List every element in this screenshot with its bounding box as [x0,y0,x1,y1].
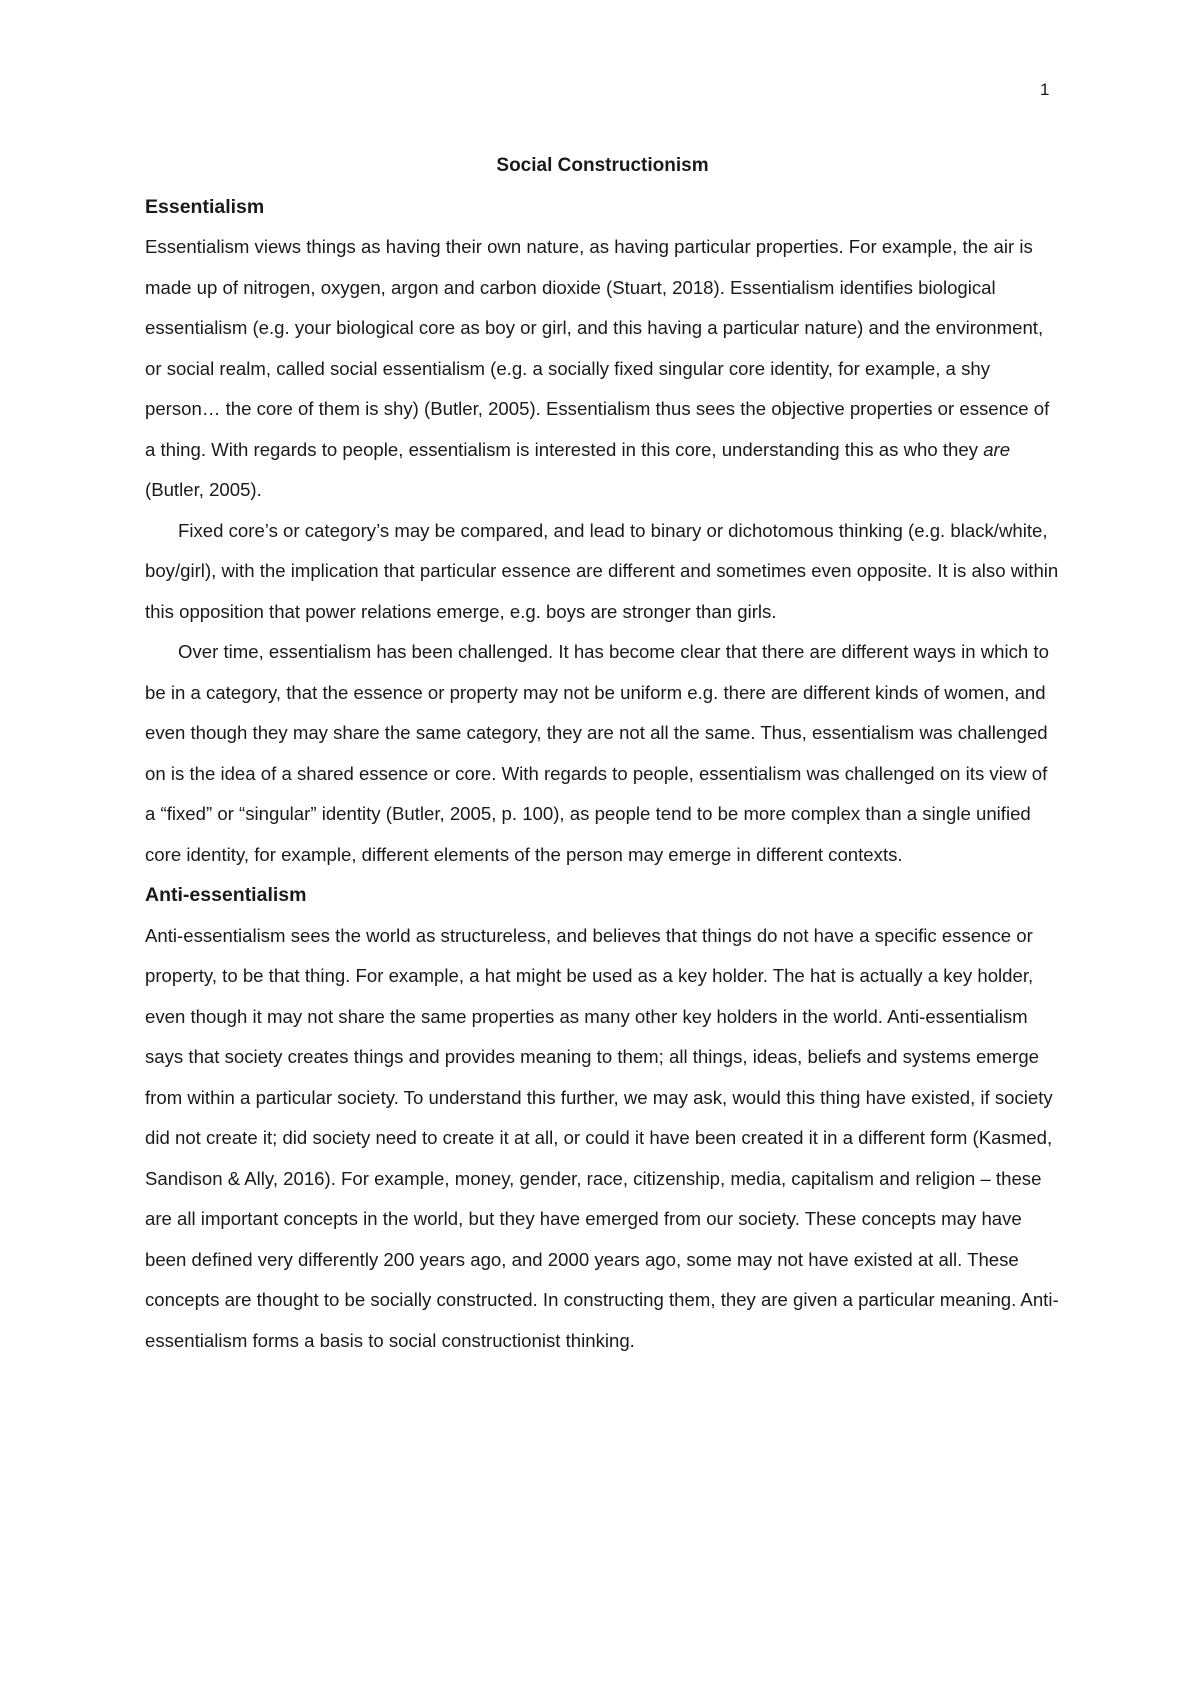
emphasis-text: are [983,438,1011,460]
paragraph-essentialism-3: Over time, essentialism has been challenged. It has become clear that there are different ways in which to be in a category, that the essence or property may not be uniform e.g. there are different kinds of women, and even though they may share the same category, they are not all the same. Thus, essentialism was challenged on is the idea of a shared essence or core. With regards to people, essentialism was challenged on its view of a “fixed” or “singular” identity (Butler, 2005, p. 100), as people tend to be more complex than a single unified core identity, for example, different elements of the person may emerge in different contexts. [145,641,1049,865]
document-title: Social Constructionism [496,155,709,176]
paragraph-essentialism-2: Fixed core’s or category’s may be compared, and lead to binary or dichotomous thinking (e.g. black/white, boy/girl), with the implication that particular essence are different and sometimes even opposite. It is also within this opposition that power relations emerge, e.g. boys are stronger than girls. [145,519,1059,622]
section-heading-anti-essentialism: Anti-essentialism [145,884,307,906]
paragraph-text: (Butler, 2005). [145,479,262,500]
document-body [145,146,1060,1361]
paragraph-anti-essentialism-1: Anti-essentialism sees the world as structureless, and believes that things do not have a specific essence or property, to be that thing. For example, a hat might be used as a key holder. The hat is actually a key holder, even though it may not share the same properties as many other key holders in the world. Anti-essentialism says that society creates things and provides meaning to them; all things, ideas, beliefs and systems emerge from within a particular society. To understand this further, we may ask, would this thing have existed, if society did not create it; did society need to create it at all, or could it have been created it in a different form (Kasmed, Sandison & Ally, 2016). For example, money, gender, race, citizenship, media, capitalism and religion – these are all important concepts in the world, but they have emerged from our society. These concepts may have been defined very differently 200 years ago, and 2000 years ago, some may not have existed at all. These concepts are thought to be socially constructed. In constructing them, they are given a particular meaning. Anti-essentialism forms a basis to social constructionist thinking. [145,924,1059,1351]
page-number: 1 [1040,80,1050,99]
section-heading-essentialism: Essentialism [145,195,265,218]
paragraph-text: Essentialism views things as having their own nature, as having particular properties. For example, the air is made up of nitrogen, oxygen, argon and carbon dioxide (Stuart, 2018). Essentialism identifies biological essentialism (e.g. your biological core as boy or girl, and this having a particular nature) and the environment, or social realm, called social essentialism (e.g. a socially fixed singular core identity, for example, a shy person… the core of them is shy) (Butler, 2005). Essentialism thus sees the objective properties or essence of a thing. With regards to people, essentialism is interested in this core, understanding this as who they [145,236,1050,460]
paragraph-essentialism-1 [145,227,1060,511]
